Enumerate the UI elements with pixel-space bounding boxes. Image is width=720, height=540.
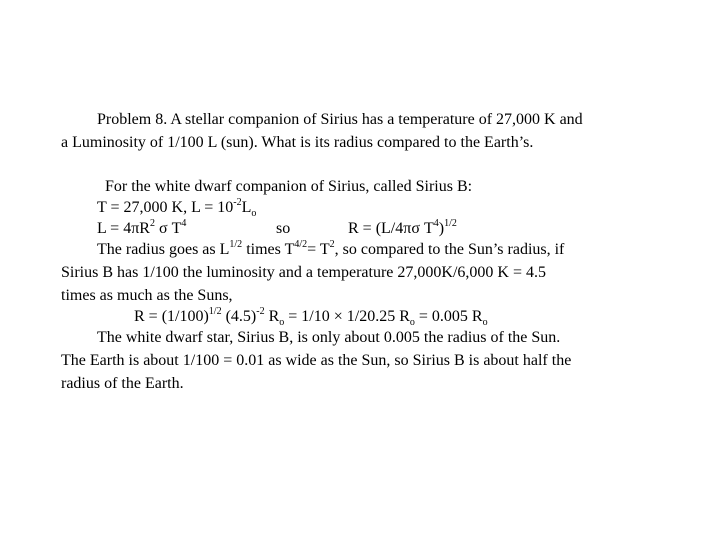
solution-intro: For the white dwarf companion of Sirius, called Sirius B: [105, 178, 473, 195]
given-values: T = 27,000 K, $L = 10^{-2}L_o$ [97, 196, 257, 220]
conclusion-line-2: The Earth is about 1/100 = 0.01 as wide as the Sun, so Sirius B is about half the [61, 352, 572, 369]
problem-line-2: a Luminosity of 1/100 L (sun). What is its radius compared to the Earth’s. [61, 134, 534, 151]
equation-so: so [276, 220, 291, 237]
problem-line-1: Problem 8. A stellar companion of Sirius has a temperature of 27,000 K and [97, 111, 583, 128]
times-line: times as much as the Suns, [61, 287, 233, 304]
radius-equation: R = (L/4πσ $T^4)^{1/2}$ [348, 217, 457, 237]
conclusion-line-1: The white dwarf star, Sirius B, is only about 0.005 the radius of the Sun. [97, 329, 561, 346]
radius-calculation: $R = (1/100)^{1/2}$ $(4.5)^{-2}$ $R_o = 1/10 \times 1/20.25$ $R_o = 0.005$ $R_o$ [134, 305, 488, 329]
sirius-line: Sirius B has 1/100 the luminosity and a temperature 27,000K/6,000 K = 4.5 [61, 264, 546, 281]
luminosity-equation: $L = 4\pi R^2$ σ $T^4$ [97, 217, 187, 237]
radius-scaling: The radius goes as $L^{1/2}$ times $T^{4/2}= T^2$, so compared to the Sun’s radius, if [97, 238, 565, 258]
conclusion-line-3: radius of the Earth. [61, 375, 184, 392]
